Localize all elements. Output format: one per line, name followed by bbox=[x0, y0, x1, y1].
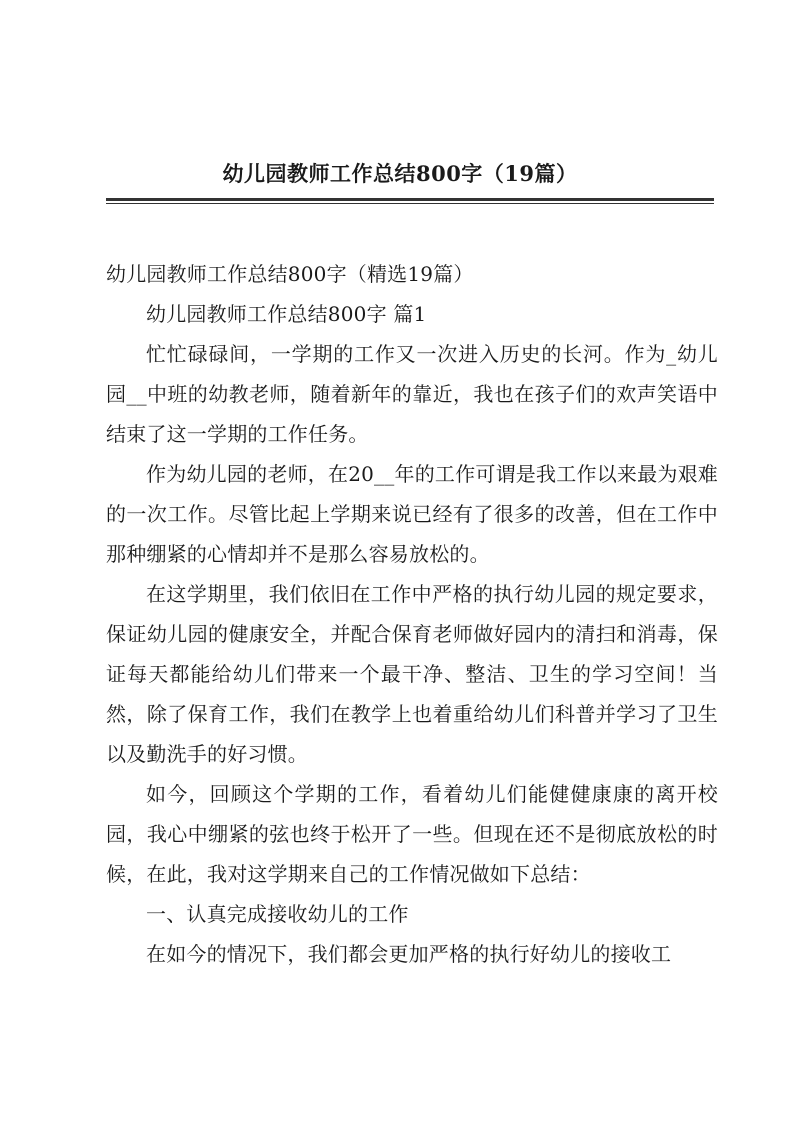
subheading: 一、认真完成接收幼儿的工作 bbox=[146, 902, 409, 926]
body-paragraph: 在这学期里，我们依旧在工作中严格的执行幼儿园的规定要求，保证幼儿园的健康安全，并配合保育老师做好园内的清扫和消毒，保证每天都能给幼儿们带来一个最干净、整洁、卫生的学习空间！当然，除了保育工作，我们在教学上也着重给幼儿们科普并学习了卫生以及勤洗手的好习惯。 bbox=[106, 582, 718, 766]
document-body bbox=[106, 254, 718, 974]
section-heading: 幼儿园教师工作总结800字 篇1 bbox=[146, 302, 427, 326]
body-paragraph: 如今，回顾这个学期的工作，看着幼儿们能健健康康的离开校园，我心中绷紧的弦也终于松开了一些。但现在还不是彻底放松的时候，在此，我对这学期来自己的工作情况做如下总结： bbox=[106, 782, 718, 886]
subtitle-paragraph: 幼儿园教师工作总结800字（精选19篇） bbox=[106, 262, 474, 286]
title-divider-thick bbox=[106, 198, 714, 201]
body-paragraph: 作为幼儿园的老师，在20__年的工作可谓是我工作以来最为艰难的一次工作。尽管比起上学期来说已经有了很多的改善，但在工作中那种绷紧的心情却并不是那么容易放松的。 bbox=[106, 462, 718, 566]
body-paragraph: 在如今的情况下，我们都会更加严格的执行好幼儿的接收工 bbox=[146, 942, 672, 966]
document-title: 幼儿园教师工作总结800字（19篇） bbox=[222, 161, 578, 186]
title-divider-thin bbox=[106, 203, 714, 204]
body-paragraph: 忙忙碌碌间，一学期的工作又一次进入历史的长河。作为_幼儿园__中班的幼教老师，随着新年的靠近，我也在孩子们的欢声笑语中结束了这一学期的工作任务。 bbox=[106, 342, 718, 446]
